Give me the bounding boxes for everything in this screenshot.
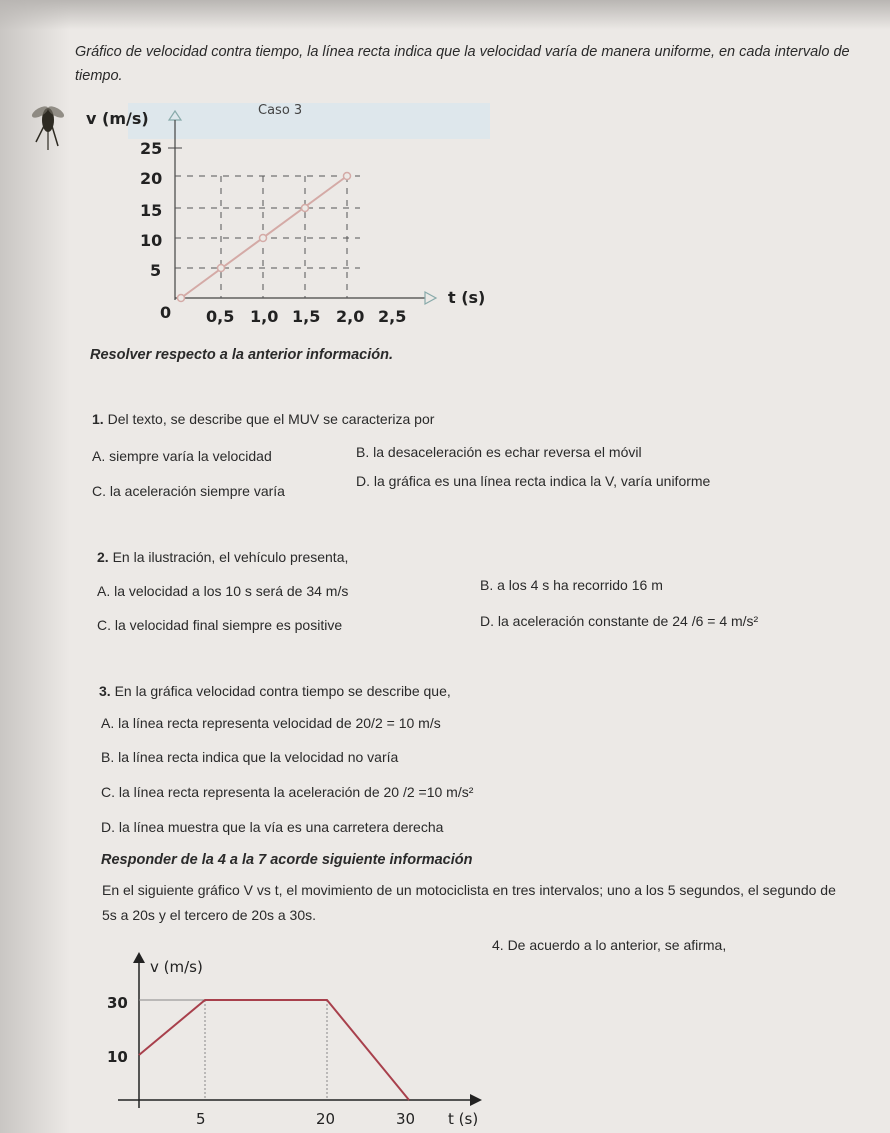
section-heading-4-7: Responder de la 4 a la 7 acorde siguiente información [101,852,473,868]
q3-number: 3. [99,683,111,699]
graph1-xtick-2-5: 2,5 [378,307,407,326]
graph2-xtick-20: 20 [316,1110,336,1128]
q1-option-b: B. la desaceleración es echar reversa el móvil [356,444,642,460]
q3-text: En la gráfica velocidad contra tiempo se describe que, [114,683,451,699]
graph2-xtick-30: 30 [396,1110,416,1128]
q2-number: 2. [97,549,109,565]
q1-stem [92,410,434,428]
q1-option-a: A. siempre varía la velocidad [92,448,272,464]
q2-stem [97,548,348,566]
q1-option-d: D. la gráfica es una línea recta indica la V, varía uniforme [356,473,711,489]
q2-option-d: D. la aceleración constante de 24 /6 = 4 m/s² [480,613,759,629]
motorcyclist-paragraph: En el siguiente gráfico V vs t, el movimiento de un motociclista en tres intervalos; uno a los 5 segundos, el segundo de 5s a 20s y el tercero de 20s a 30s. [102,882,836,923]
graph2-ytick-30: 30 [107,994,128,1012]
graph1-point-0 [178,295,185,302]
q3-option-c: C. la línea recta representa la aceleración de 20 /2 =10 m/s² [101,784,474,800]
graph1-point-2 [260,235,267,242]
q3-option-a: A. la línea recta representa velocidad de 20/2 = 10 m/s [101,715,441,731]
graph1-xtick-1-0: 1,0 [250,307,279,326]
graph1-highlight [128,103,490,139]
q3-stem [99,682,451,700]
q2-text: En la ilustración, el vehículo presenta, [112,549,349,565]
graph-velocity-uniform [0,0,890,340]
graph1-xtick-0-5: 0,5 [206,307,235,326]
intro-text: Gráfico de velocidad contra tiempo, la línea recta indica que la velocidad varía de manera uniforme, en cada intervalo de tiempo. [75,44,850,84]
graph1-x-label: t (s) [448,288,486,307]
q4-stem: 4. De acuerdo a lo anterior, se afirma, [492,937,727,953]
graph1-x-arrow [425,292,436,304]
graph1-point-3 [302,205,309,212]
graph2-y-label: v (m/s) [150,958,203,976]
graph1-ytick-0: 0 [160,303,172,322]
graph2-velocity-line [139,1000,409,1100]
q1-option-c: C. la aceleración siempre varía [92,483,285,499]
graph-motorcyclist [0,940,520,1133]
graph2-x-label: t (s) [448,1110,479,1128]
q3-option-d: D. la línea muestra que la vía es una carretera derecha [101,819,444,835]
graph2-ytick-10: 10 [107,1048,128,1066]
graph1-point-1 [218,265,225,272]
graph1-xtick-2-0: 2,0 [336,307,365,326]
graph2-x-arrow [470,1094,482,1106]
graph1-point-4 [344,173,351,180]
graph1-handwritten-tag: Caso 3 [258,103,303,118]
graph1-ytick-25: 25 [140,139,163,158]
graph2-xtick-5: 5 [196,1110,206,1128]
q2-option-a: A. la velocidad a los 10 s será de 34 m/s [97,583,349,599]
q3-option-b: B. la línea recta indica que la velocidad no varía [101,749,399,765]
q1-number: 1. [92,411,104,427]
graph1-xtick-1-5: 1,5 [292,307,321,326]
graph1-ytick-5: 5 [150,261,162,280]
graph1-ytick-10: 10 [140,231,163,250]
graph1-grid [175,176,360,298]
q2-option-c: C. la velocidad final siempre es positive [97,617,343,633]
graph1-y-label: v (m/s) [86,109,149,128]
graph1-ytick-20: 20 [140,169,163,188]
q2-option-b: B. a los 4 s ha recorrido 16 m [480,577,663,593]
resolver-heading: Resolver respecto a la anterior información. [90,347,393,363]
graph1-ytick-15: 15 [140,201,163,220]
q1-text: Del texto, se describe que el MUV se caracteriza por [107,411,435,427]
